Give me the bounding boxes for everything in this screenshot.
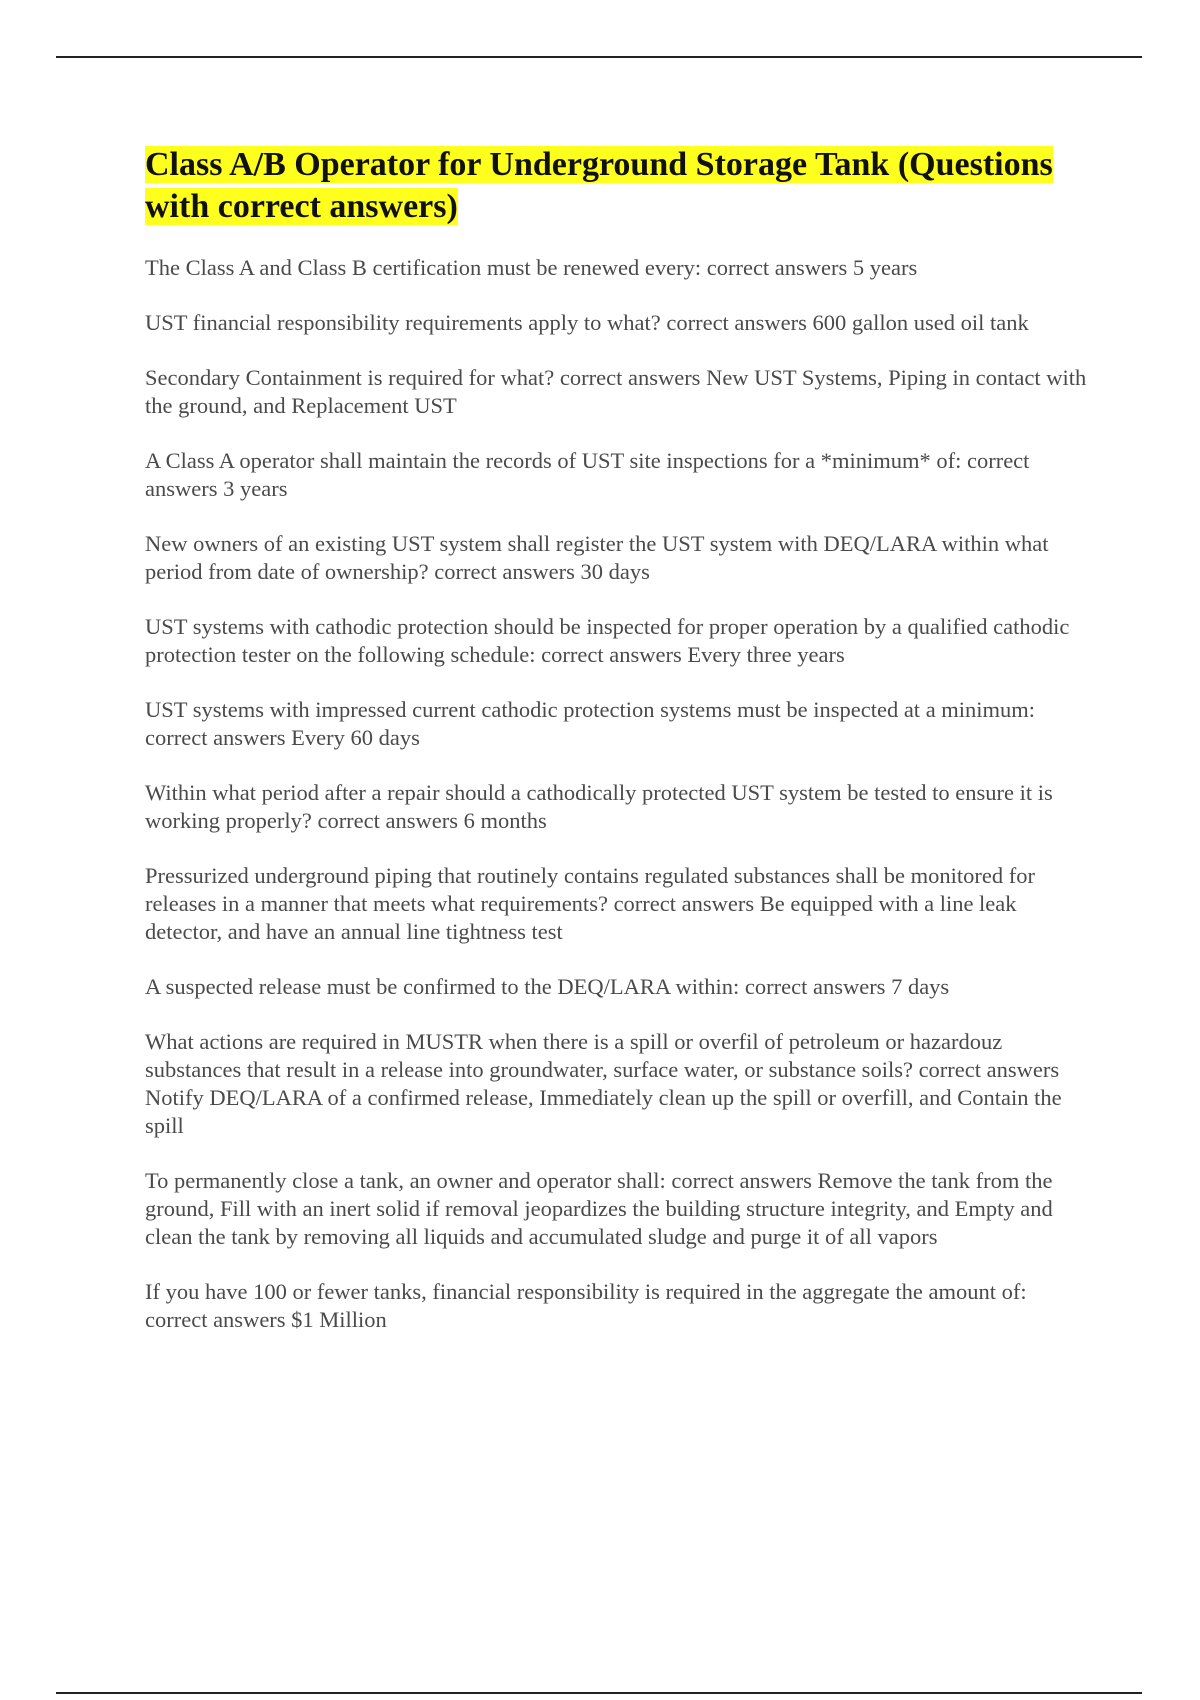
answer-text: correct answers 600 gallon used oil tank <box>666 310 1029 335</box>
answer-text: correct answers 3 years <box>145 448 1030 501</box>
answer-text: correct answers $1 Million <box>145 1307 387 1332</box>
answer-text: correct answers New UST Systems, Piping in contact with the ground, and Replacement UST <box>145 365 1087 418</box>
answer-text: correct answers 30 days <box>434 559 650 584</box>
question-text: If you have 100 or fewer tanks, financial responsibility is required in the aggregate the amount of: <box>145 1279 1027 1304</box>
question-text: To permanently close a tank, an owner and operator shall: <box>145 1168 666 1193</box>
qa-item <box>145 973 1090 1001</box>
question-text: UST systems with impressed current cathodic protection systems must be inspected at a minimum: <box>145 697 1036 722</box>
question-text: New owners of an existing UST system shall register the UST system with DEQ/LARA within what period from date of ownership? <box>145 531 1049 584</box>
answer-text: correct answers Be equipped with a line leak detector, and have an annual line tightness test <box>145 891 1017 944</box>
question-text: What actions are required in MUSTR when there is a spill or overfil of petroleum or hazardouz substances that result in a release into groundwater, surface water, or substance soils? <box>145 1029 1003 1082</box>
question-text: A Class A operator shall maintain the records of UST site inspections for a *minimum* of: <box>145 448 962 473</box>
question-text: UST systems with cathodic protection should be inspected for proper operation by a qualified cathodic protection tester on the following schedule: <box>145 614 1070 667</box>
question-text: Within what period after a repair should a cathodically protected UST system be tested to ensure it is working properly? <box>145 780 1053 833</box>
answer-text: correct answers 7 days <box>744 974 950 999</box>
answer-text: correct answers Every three years <box>541 642 845 667</box>
qa-item <box>145 309 1090 337</box>
header-rule <box>56 56 1142 58</box>
qa-item <box>145 779 1090 835</box>
answer-text: correct answers 6 months <box>317 808 547 833</box>
question-text: A suspected release must be confirmed to the DEQ/LARA within: <box>145 974 740 999</box>
qa-item <box>145 254 1090 282</box>
qa-list <box>145 254 1090 1334</box>
answer-text: correct answers Notify DEQ/LARA of a confirmed release, Immediately clean up the spill or overfill, and Contain the spill <box>145 1057 1062 1138</box>
answer-text: correct answers Every 60 days <box>145 725 420 750</box>
qa-item <box>145 862 1090 946</box>
question-text: UST financial responsibility requirements apply to what? <box>145 310 661 335</box>
qa-item <box>145 613 1090 669</box>
qa-item <box>145 696 1090 752</box>
answer-text: correct answers 5 years <box>706 255 918 280</box>
question-text: The Class A and Class B certification must be renewed every: <box>145 255 702 280</box>
question-text: Pressurized underground piping that routinely contains regulated substances shall be monitored for releases in a manner that meets what requirements? <box>145 863 1036 916</box>
qa-item <box>145 1278 1090 1334</box>
question-text: Secondary Containment is required for what? <box>145 365 555 390</box>
document-body <box>145 144 1090 1361</box>
document-title <box>145 144 1090 228</box>
qa-item <box>145 1167 1090 1251</box>
qa-item <box>145 447 1090 503</box>
qa-item <box>145 530 1090 586</box>
qa-item <box>145 1028 1090 1140</box>
answer-text: correct answers Remove the tank from the ground, Fill with an inert solid if removal jeopardizes the building structure integrity, and Empty and clean the tank by removing all liquids and accumulated sludge and purge it of all vapors <box>145 1168 1053 1249</box>
title-highlight: Class A/B Operator for Underground Storage Tank (Questions with correct answers) <box>145 146 1053 225</box>
footer-rule <box>56 1692 1142 1694</box>
qa-item <box>145 364 1090 420</box>
